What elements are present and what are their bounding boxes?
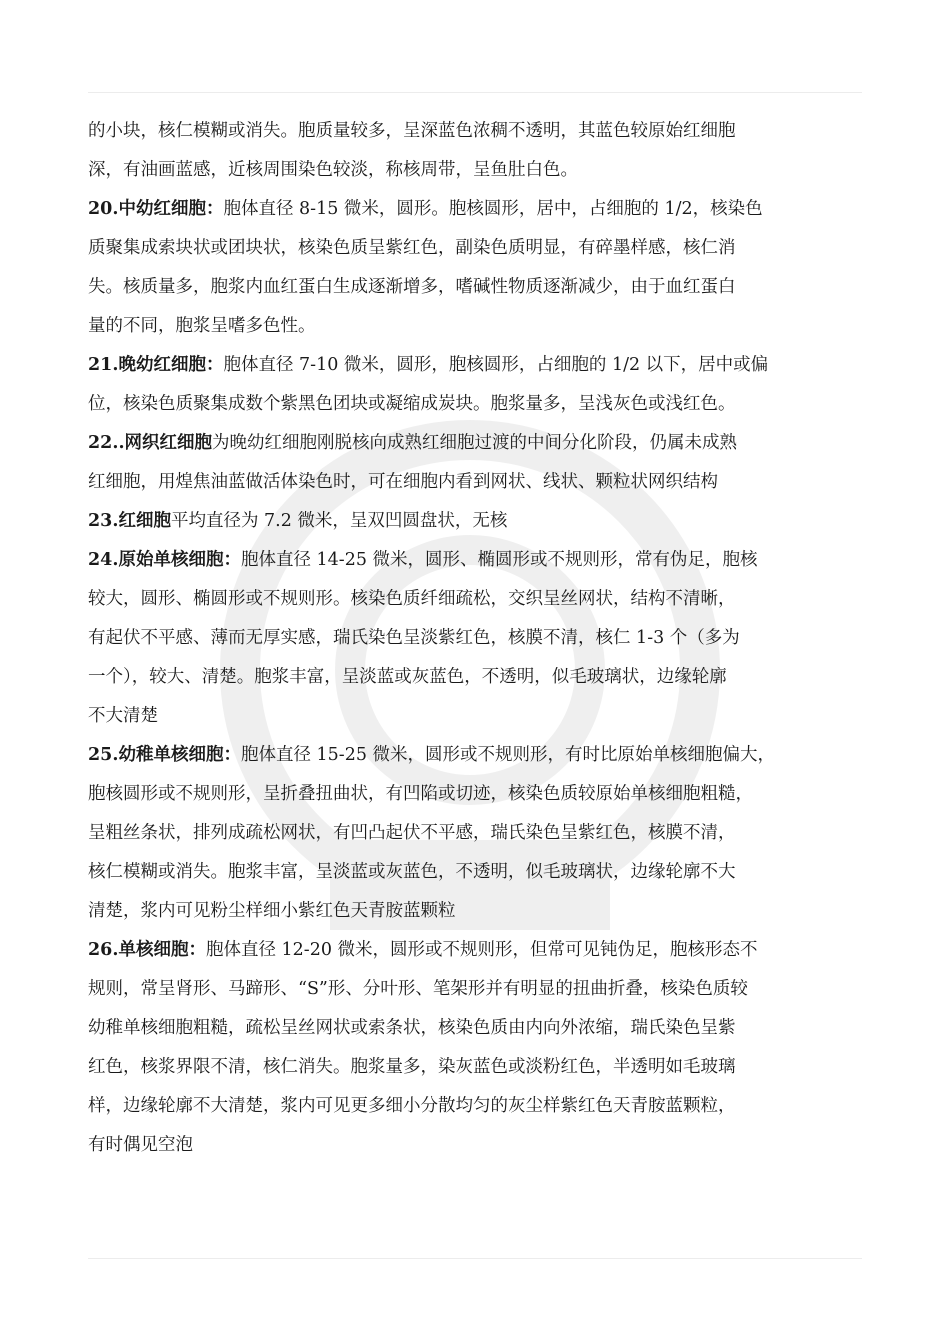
line-text: 量的不同，胞浆呈嗜多色性。 bbox=[88, 316, 316, 336]
text-line bbox=[88, 697, 868, 736]
text-line bbox=[88, 385, 868, 424]
text-line bbox=[88, 268, 868, 307]
line-text: 有时偶见空泡 bbox=[88, 1135, 193, 1155]
text-line bbox=[88, 346, 868, 385]
line-text: 深，有油画蓝感，近核周围染色较淡，称核周带，呈鱼肚白色。 bbox=[88, 160, 578, 180]
line-text: 胞体直径 14-25 微米，圆形、椭圆形或不规则形，常有伪足，胞核 bbox=[240, 550, 758, 570]
text-line bbox=[88, 1009, 868, 1048]
text-line bbox=[88, 580, 868, 619]
term-heading: 21.晚幼红细胞： bbox=[88, 355, 224, 375]
line-text: 质聚集成索块状或团块状，核染色质呈紫红色，副染色质明显，有碎墨样感，核仁消 bbox=[88, 238, 736, 258]
text-line bbox=[88, 229, 868, 268]
header-rule bbox=[88, 92, 862, 93]
text-line bbox=[88, 892, 868, 931]
term-heading: 23.红细胞 bbox=[88, 511, 171, 531]
line-text: 不大清楚 bbox=[88, 706, 158, 726]
term-heading: 26.单核细胞： bbox=[88, 940, 206, 960]
line-text: 呈粗丝条状，排列成疏松网状，有凹凸起伏不平感，瑞氏染色呈紫红色，核膜不清， bbox=[88, 823, 736, 843]
term-heading: 24.原始单核细胞： bbox=[88, 550, 241, 570]
text-line bbox=[88, 502, 868, 541]
text-line bbox=[88, 736, 868, 775]
line-text: 红细胞，用煌焦油蓝做活体染色时，可在细胞内看到网状、线状、颗粒状网织结构 bbox=[88, 472, 718, 492]
text-line bbox=[88, 853, 868, 892]
line-text: 胞体直径 15-25 微米，圆形或不规则形，有时比原始单核细胞偏大， bbox=[240, 745, 776, 765]
line-text: 核仁模糊或消失。胞浆丰富，呈淡蓝或灰蓝色，不透明，似毛玻璃状，边缘轮廓不大 bbox=[88, 862, 736, 882]
text-line bbox=[88, 307, 868, 346]
line-text: 为晚幼红细胞刚脱核向成熟红细胞过渡的中间分化阶段，仍属未成熟 bbox=[212, 433, 738, 453]
text-line bbox=[88, 151, 868, 190]
line-text: 胞体直径 8-15 微米，圆形。胞核圆形，居中，占细胞的 1/2，核染色 bbox=[223, 199, 763, 219]
text-line bbox=[88, 619, 868, 658]
footer-rule bbox=[88, 1258, 862, 1259]
line-text: 位，核染色质聚集成数个紫黑色团块或凝缩成炭块。胞浆量多，呈浅灰色或浅红色。 bbox=[88, 394, 736, 414]
document-body bbox=[88, 112, 868, 1165]
text-line bbox=[88, 814, 868, 853]
line-text: 一个），较大、清楚。胞浆丰富，呈淡蓝或灰蓝色，不透明，似毛玻璃状，边缘轮廓 bbox=[88, 667, 727, 687]
line-text: 清楚，浆内可见粉尘样细小紫红色天青胺蓝颗粒 bbox=[88, 901, 456, 921]
line-text: 胞核圆形或不规则形，呈折叠扭曲状，有凹陷或切迹，核染色质较原始单核细胞粗糙， bbox=[88, 784, 753, 804]
line-text: 有起伏不平感、薄而无厚实感，瑞氏染色呈淡紫红色，核膜不清，核仁 1-3 个（多为 bbox=[88, 628, 740, 648]
term-heading: 25.幼稚单核细胞： bbox=[88, 745, 241, 765]
line-text: 较大，圆形、椭圆形或不规则形。核染色质纤细疏松，交织呈丝网状，结构不清晰， bbox=[88, 589, 736, 609]
text-line bbox=[88, 112, 868, 151]
text-line bbox=[88, 424, 868, 463]
text-line bbox=[88, 970, 868, 1009]
line-text: 平均直径为 7.2 微米，呈双凹圆盘状，无核 bbox=[170, 511, 508, 531]
line-text: 样，边缘轮廓不大清楚，浆内可见更多细小分散均匀的灰尘样紫红色天青胺蓝颗粒， bbox=[88, 1096, 736, 1116]
text-line bbox=[88, 931, 868, 970]
line-text: 胞体直径 12-20 微米，圆形或不规则形，但常可见钝伪足，胞核形态不 bbox=[205, 940, 758, 960]
line-text: 幼稚单核细胞粗糙，疏松呈丝网状或索条状，核染色质由内向外浓缩，瑞氏染色呈紫 bbox=[88, 1018, 736, 1038]
line-text: 胞体直径 7-10 微米，圆形，胞核圆形，占细胞的 1/2 以下，居中或偏 bbox=[223, 355, 769, 375]
text-line bbox=[88, 1126, 868, 1165]
text-line bbox=[88, 1087, 868, 1126]
line-text: 规则，常呈肾形、马蹄形、“S”形、分叶形、笔架形并有明显的扭曲折叠，核染色质较 bbox=[88, 979, 748, 999]
term-heading: 22..网织红细胞 bbox=[88, 433, 213, 453]
line-text: 失。核质量多，胞浆内血红蛋白生成逐渐增多，嗜碱性物质逐渐减少，由于血红蛋白 bbox=[88, 277, 736, 297]
text-line bbox=[88, 658, 868, 697]
line-text: 红色，核浆界限不清，核仁消失。胞浆量多，染灰蓝色或淡粉红色，半透明如毛玻璃 bbox=[88, 1057, 736, 1077]
text-line bbox=[88, 541, 868, 580]
term-heading: 20.中幼红细胞： bbox=[88, 199, 224, 219]
line-text: 的小块，核仁模糊或消失。胞质量较多，呈深蓝色浓稠不透明，其蓝色较原始红细胞 bbox=[88, 121, 736, 141]
text-line bbox=[88, 775, 868, 814]
text-line bbox=[88, 190, 868, 229]
text-line bbox=[88, 1048, 868, 1087]
text-line bbox=[88, 463, 868, 502]
